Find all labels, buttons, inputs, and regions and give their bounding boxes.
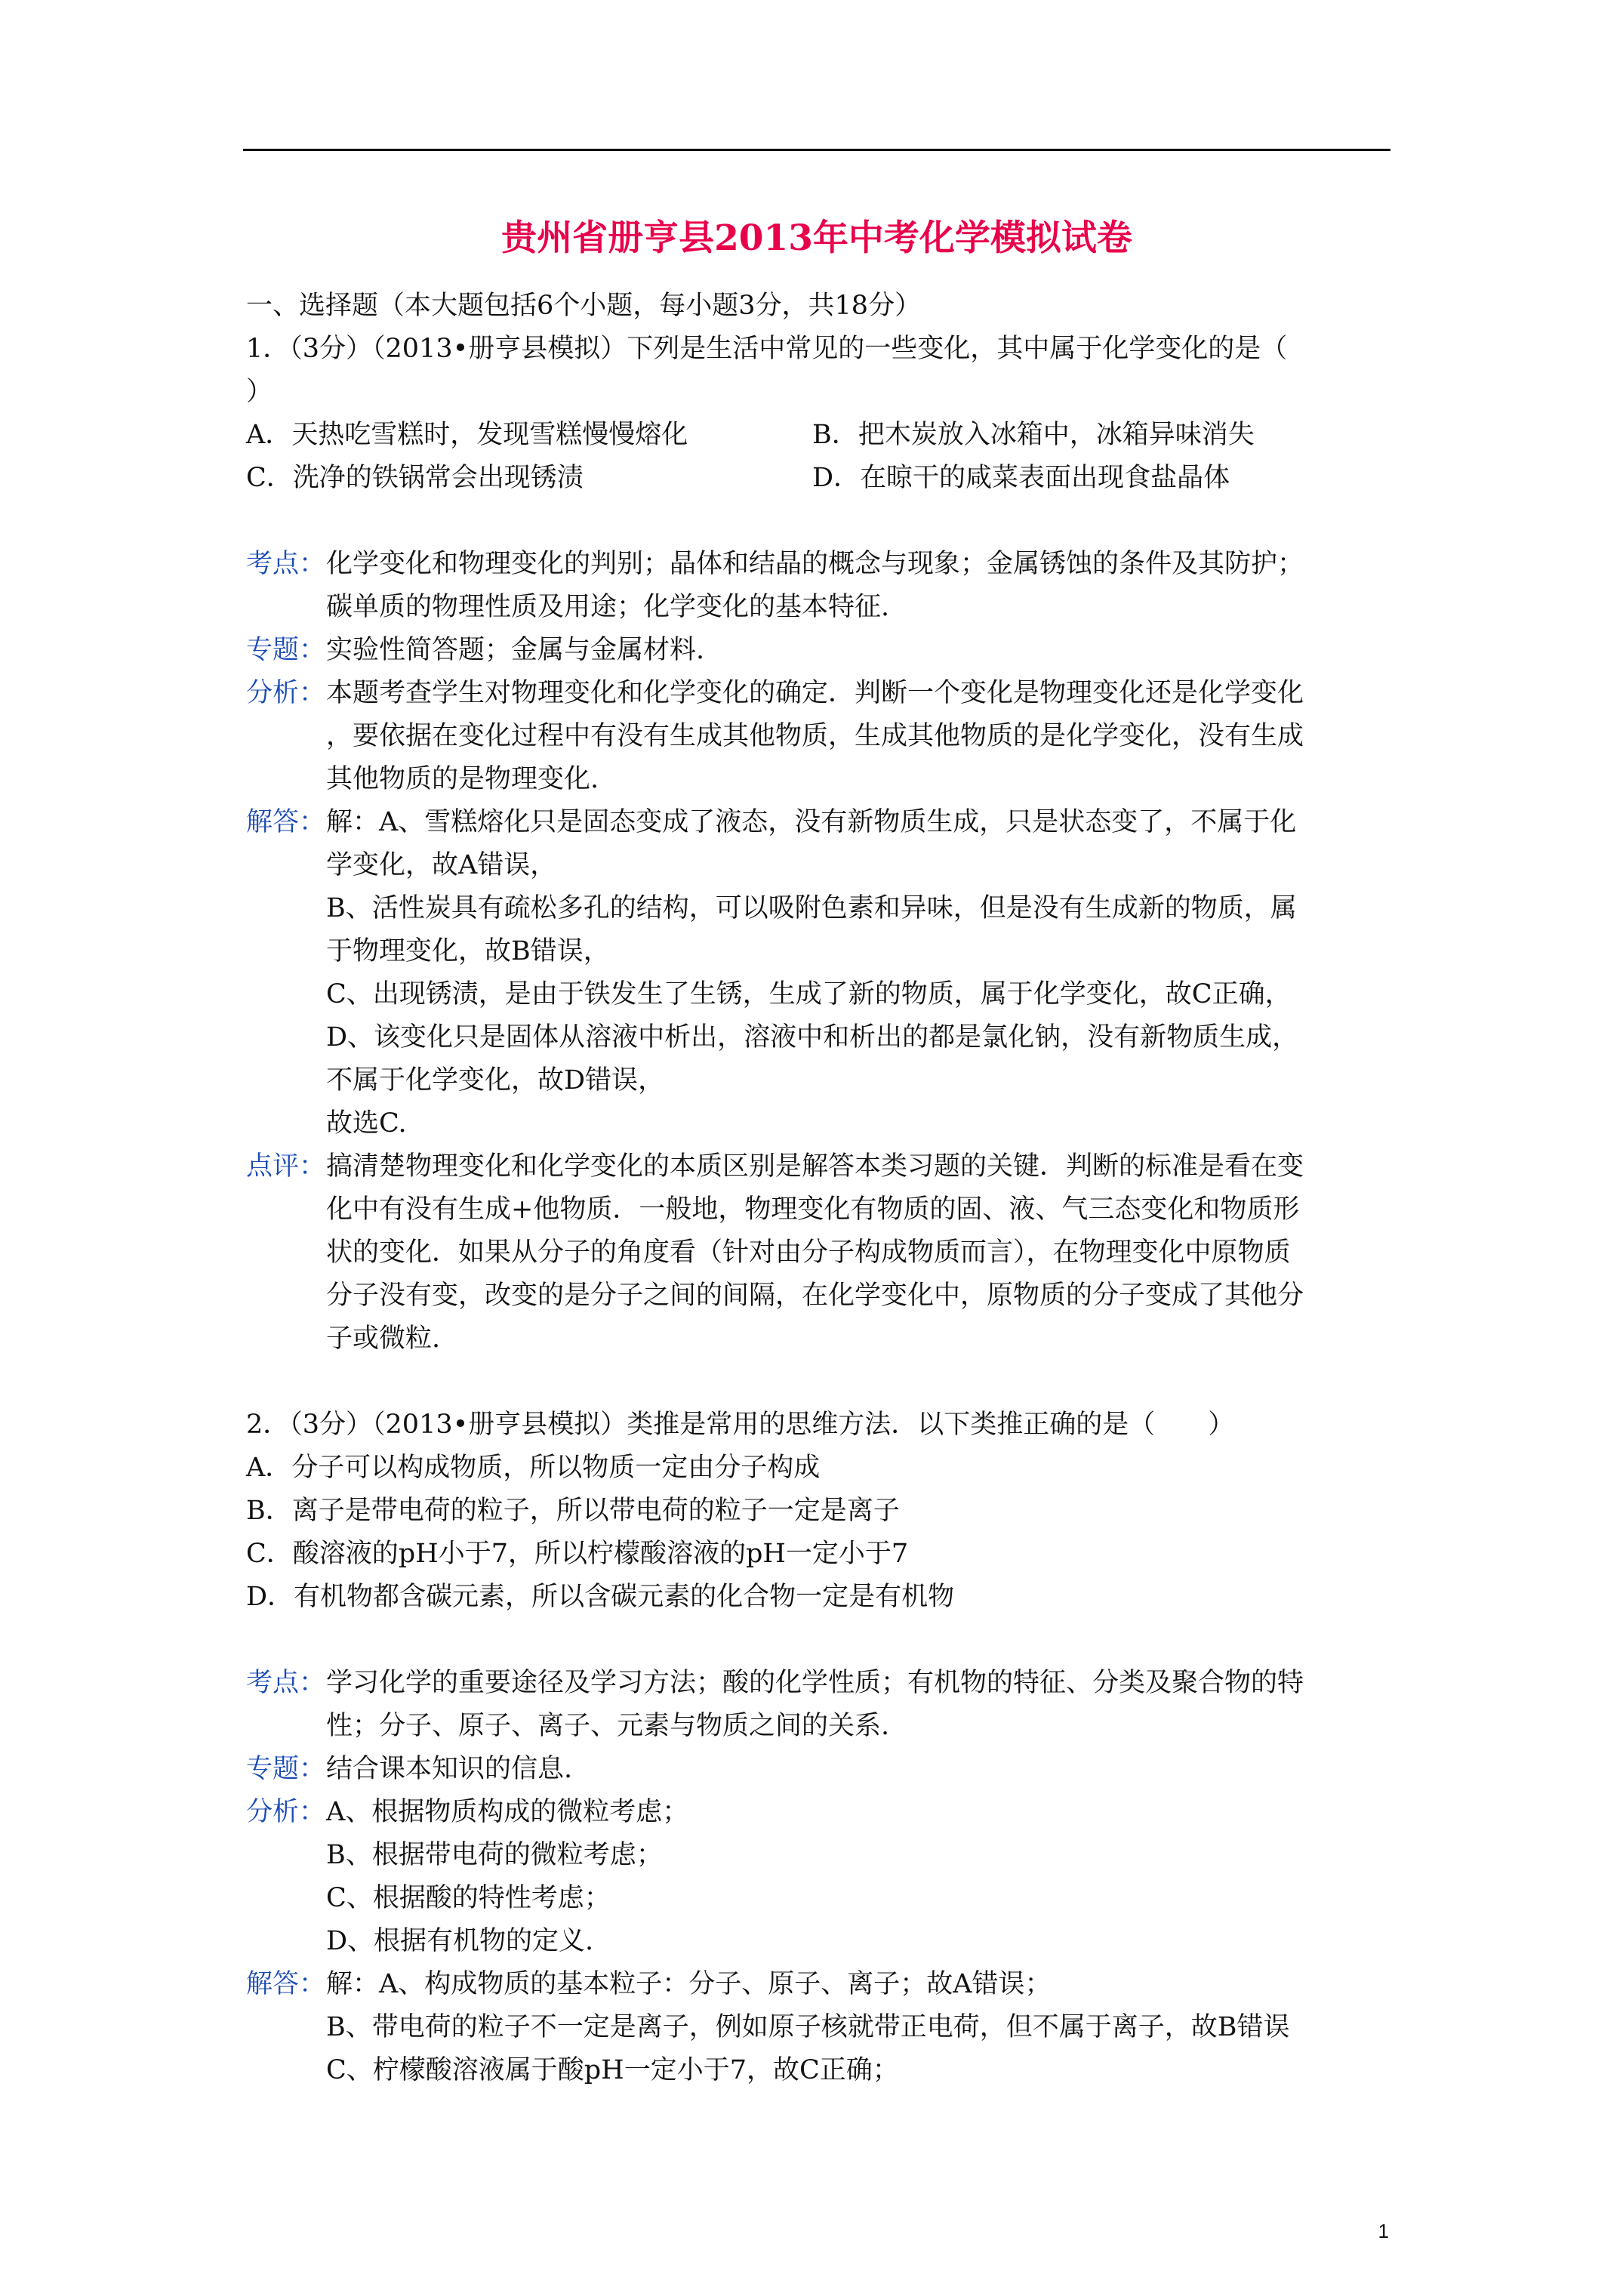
question-stem: 2．（3分）（2013•册亨县模拟）类推是常用的思维方法．以下类推正确的是（ ） <box>246 1410 1235 1440</box>
fenxi-text: 其他物质的是物理变化. <box>326 764 599 794</box>
fenxi-label: 分析： <box>246 1797 326 1827</box>
options-row <box>246 457 1394 500</box>
fenxi-label: 分析： <box>246 678 326 708</box>
zhuanti-text: 结合课本知识的信息. <box>326 1754 573 1784</box>
option-b: B．把木炭放入冰箱中，冰箱异味消失 <box>812 420 1255 450</box>
dianping-text: 分子没有变，改变的是分子之间的间隔，在化学变化中，原物质的分子变成了其他分 <box>326 1281 1304 1311</box>
dianping-text: 状的变化．如果从分子的角度看（针对由分子构成物质而言），在物理变化中原物质 <box>326 1237 1291 1268</box>
kaodian-text: 性；分子、原子、离子、元素与物质之间的关系. <box>326 1711 890 1741</box>
jieda-text: 解：A、构成物质的基本粒子：分子、原子、离子；故A错误； <box>326 1969 1052 1999</box>
header-rule <box>243 149 1390 151</box>
dianping-text: 化中有没有生成+他物质．一般地，物理变化有物质的固、液、气三态变化和物质形 <box>326 1194 1300 1225</box>
dianping-label: 点评： <box>246 1151 326 1182</box>
fenxi-text: ，要依据在变化过程中有没有生成其他物质，生成其他物质的是化学变化，没有生成 <box>326 721 1304 751</box>
fenxi-text: D、根据有机物的定义. <box>326 1926 594 1956</box>
option-c: C．洗净的铁锅常会出现锈渍 <box>246 463 584 493</box>
jieda-text: B、活性炭具有疏松多孔的结构，可以吸附色素和异味，但是没有生成新的物质，属 <box>326 893 1297 923</box>
document-title: 贵州省册亨县2013年中考化学模拟试卷 <box>501 217 1132 259</box>
option-a: A．分子可以构成物质，所以物质一定由分子构成 <box>246 1453 821 1483</box>
question-1 <box>246 328 1394 1361</box>
jieda-text: 不属于化学变化，故D错误， <box>326 1065 665 1096</box>
fenxi-text: C、根据酸的特性考虑； <box>326 1883 611 1913</box>
jieda-text: 故选C. <box>326 1108 407 1139</box>
fenxi-line <box>246 672 1394 715</box>
kaodian-label: 考点： <box>246 1668 326 1698</box>
jieda-text: 于物理变化，故B错误， <box>326 936 610 966</box>
jieda-label: 解答： <box>246 1969 326 1999</box>
jieda-text: D、该变化只是固体从溶液中析出，溶液中和析出的都是氯化钠，没有新物质生成， <box>326 1022 1299 1052</box>
fenxi-text: B、根据带电荷的微粒考虑； <box>326 1840 663 1870</box>
fenxi-text: A、根据物质构成的微粒考虑； <box>326 1797 689 1827</box>
document-body <box>246 285 1394 2092</box>
jieda-line <box>246 801 1394 844</box>
fenxi-line <box>246 1791 1394 1834</box>
option-c: C．酸溶液的pH小于7，所以柠檬酸溶液的pH一定小于7 <box>246 1539 909 1569</box>
kaodian-line <box>246 1662 1394 1705</box>
jieda-text: 学变化，故A错误， <box>326 850 557 880</box>
spacer <box>246 500 1394 543</box>
dianping-text: 子或微粒. <box>326 1324 441 1354</box>
page-number: 1 <box>1378 2220 1389 2242</box>
jieda-line <box>246 1963 1394 2006</box>
zhuanti-line <box>246 629 1394 672</box>
options-row <box>246 414 1394 457</box>
spacer <box>246 1619 1394 1662</box>
jieda-text: B、带电荷的粒子不一定是离子，例如原子核就带正电荷，但不属于离子，故B错误 <box>326 2012 1290 2042</box>
zhuanti-text: 实验性简答题；金属与金属材料. <box>326 635 705 665</box>
question-2 <box>246 1404 1394 2092</box>
zhuanti-line <box>246 1748 1394 1791</box>
kaodian-text: 化学变化和物理变化的判别；晶体和结晶的概念与现象；金属锈蚀的条件及其防护； <box>326 549 1304 579</box>
option-a: A．天热吃雪糕时，发现雪糕慢慢熔化 <box>246 420 688 450</box>
dianping-text: 搞清楚物理变化和化学变化的本质区别是解答本类习题的关键．判断的标准是看在变 <box>326 1151 1304 1182</box>
dianping-line <box>246 1145 1394 1188</box>
option-b: B．离子是带电荷的粒子，所以带电荷的粒子一定是离子 <box>246 1496 900 1526</box>
option-d: D．在晾干的咸菜表面出现食盐晶体 <box>812 463 1230 493</box>
kaodian-line <box>246 543 1394 586</box>
jieda-label: 解答： <box>246 807 326 837</box>
zhuanti-label: 专题： <box>246 635 326 665</box>
option-d: D．有机物都含碳元素，所以含碳元素的化合物一定是有机物 <box>246 1582 955 1612</box>
zhuanti-label: 专题： <box>246 1754 326 1784</box>
kaodian-text: 学习化学的重要途径及学习方法；酸的化学性质；有机物的特征、分类及聚合物的特 <box>326 1668 1304 1698</box>
question-stem-end: ） <box>246 377 273 407</box>
question-stem: 1．（3分）（2013•册亨县模拟）下列是生活中常见的一些变化，其中属于化学变化的是（ <box>246 334 1288 364</box>
section-heading: 一、选择题（本大题包括6个小题，每小题3分，共18分） <box>246 291 922 321</box>
kaodian-label: 考点： <box>246 549 326 579</box>
jieda-text: 解：A、雪糕熔化只是固态变成了液态，没有新物质生成，只是状态变了，不属于化 <box>326 807 1297 837</box>
jieda-text: C、柠檬酸溶液属于酸pH一定小于7，故C正确； <box>326 2055 899 2085</box>
jieda-text: C、出现锈渍，是由于铁发生了生锈，生成了新的物质，属于化学变化，故C正确， <box>326 979 1292 1009</box>
kaodian-text: 碳单质的物理性质及用途；化学变化的基本特征. <box>326 592 890 622</box>
spacer <box>246 1361 1394 1404</box>
fenxi-text: 本题考查学生对物理变化和化学变化的确定．判断一个变化是物理变化还是化学变化 <box>326 678 1304 708</box>
